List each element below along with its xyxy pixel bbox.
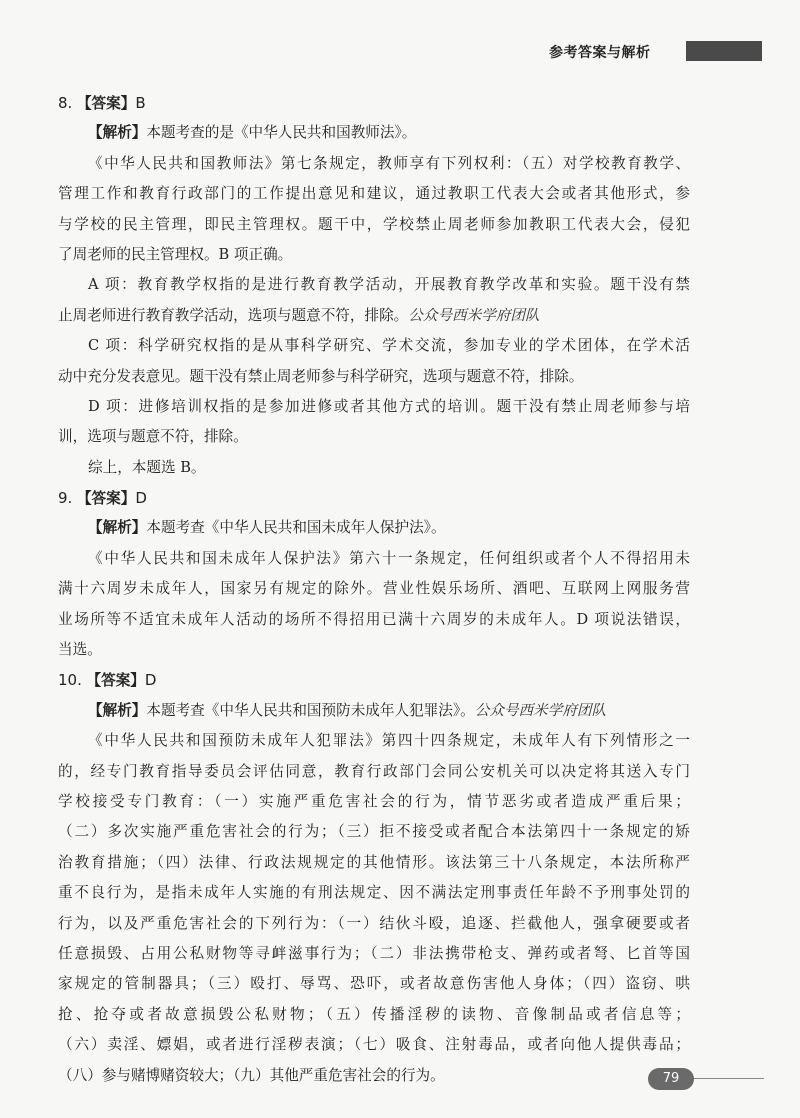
answer-label: 【答案】: [86, 672, 145, 690]
text-segment: 止周老师进行教育教学活动，选项与题意不符，排除。: [58, 306, 409, 324]
question-number: 9.: [58, 489, 73, 508]
handwritten-note: 公众号西米学府团队: [408, 306, 540, 324]
text-line: 治教育措施；（四）法律、行政法规规定的其他情形。该法第三十八条规定，本法所称严: [58, 853, 690, 871]
text-line: C 项：科学研究权指的是从事科学研究、学术交流，参加专业的学术团体，在学术活: [88, 337, 690, 355]
text-line: （八）参与赌博赌资较大；（九）其他严重危害社会的行为。: [58, 1066, 445, 1084]
text-line: A 项：教育教学权指的是进行教育教学活动，开展教育教学改革和实验。题干没有禁: [88, 276, 690, 294]
text-line: 抢、抢夺或者故意损毁公私财物；（五）传播淫秽的读物、音像制品或者信息等；: [58, 1005, 690, 1023]
text-line: 行为，以及严重危害社会的下列行为：（一）结伙斗殴，追逐、拦截他人，强拿硬要或者: [58, 914, 690, 932]
text-line: 当选。: [58, 641, 102, 659]
handwritten-note: 公众号西米学府团队: [474, 701, 607, 719]
q8-answer-line: [58, 88, 690, 118]
text-line: （六）卖淫、嫖娼，或者进行淫秽表演；（七）吸食、注射毒品，或者向他人提供毒品；: [58, 1036, 690, 1054]
answer-label: 【答案】: [76, 95, 136, 112]
analysis-label: 【解析】: [88, 124, 147, 142]
answer-value: B: [135, 94, 146, 112]
analysis-label: 【解析】: [88, 519, 147, 537]
text-line: （二）多次实施严重危害社会的行为；（三）拒不接受或者配合本法第四十一条规定的矫: [58, 823, 690, 841]
question-number: 10.: [58, 671, 82, 690]
answer-value: D: [144, 671, 157, 690]
analysis-intro: 本题考查《中华人民共和国未成年人保护法》。: [146, 519, 446, 537]
answer-content: [58, 88, 690, 1091]
text-line: 重不良行为，是指未成年人实施的有刑法规定、因不满法定刑事责任年龄不予刑事处罚的: [58, 884, 690, 902]
text-line: 学校接受专门教育：（一）实施严重危害社会的行为，情节恶劣或者造成严重后果；: [58, 792, 690, 810]
page-number-rule: [694, 1078, 764, 1079]
q9-analysis-line: [58, 513, 690, 543]
question-number: 8.: [58, 94, 73, 112]
text-line-with-note: [58, 301, 690, 331]
text-line: 《中华人民共和国未成年人保护法》第六十一条规定，任何组织或者个人不得招用未: [88, 549, 690, 567]
analysis-label: 【解析】: [88, 701, 147, 719]
text-line: 任意损毁、占用公私财物等寻衅滋事行为；（二）非法携带枪支、弹药或者弩、匕首等国: [58, 944, 690, 962]
text-line: 动中充分发表意见。题干没有禁止周老师参与科学研究，选项与题意不符，排除。: [58, 367, 584, 385]
text-line: 的，经专门教育指导委员会评估同意，教育行政部门会同公安机关可以决定将其送入专门: [58, 762, 690, 780]
text-line: 训，选项与题意不符，排除。: [58, 428, 248, 446]
page-number: 79: [648, 1068, 694, 1090]
header-bar: [686, 41, 762, 61]
q10-answer-line: [58, 665, 690, 695]
analysis-intro: 本题考查《中华人民共和国预防未成年人犯罪法》。: [146, 701, 475, 719]
text-line: 管理工作和教育行政部门的工作提出意见和建议，通过教职工代表大会或者其他形式，参: [58, 185, 690, 203]
text-line: 业场所等不适宜未成年人活动的场所不得招用已满十六周岁的未成年人。D 项说法错误，: [58, 610, 690, 628]
q9-answer-line: [58, 483, 690, 513]
q10-analysis-line: [58, 696, 690, 726]
text-line: 家规定的管制器具；（三）殴打、辱骂、恐吓，或者故意伤害他人身体；（四）盗窃、哄: [58, 975, 690, 993]
text-line: 《中华人民共和国预防未成年人犯罪法》第四十四条规定，未成年人有下列情形之一: [88, 732, 690, 750]
answer-label: 【答案】: [76, 490, 136, 508]
q8-analysis-line: [58, 118, 690, 148]
header-title: 参考答案与解析: [549, 45, 651, 61]
text-line: 满十六周岁未成年人，国家另有规定的除外。营业性娱乐场所、酒吧、互联网上网服务营: [58, 580, 690, 598]
analysis-intro: 本题考查的是《中华人民共和国教师法》。: [146, 124, 417, 142]
text-line: D 项：进修培训权指的是参加进修或者其他方式的培训。题干没有禁止周老师参与培: [88, 397, 690, 415]
text-line: 了周老师的民主管理权。B 项正确。: [58, 245, 293, 263]
text-line: 综上，本题选 B。: [88, 458, 206, 476]
answer-value: D: [135, 489, 147, 508]
text-line: 与学校的民主管理，即民主管理权。题干中，学校禁止周老师参加教职工代表大会，侵犯: [58, 215, 690, 233]
text-line: 《中华人民共和国教师法》第七条规定，教师享有下列权利：（五）对学校教育教学、: [88, 154, 690, 172]
